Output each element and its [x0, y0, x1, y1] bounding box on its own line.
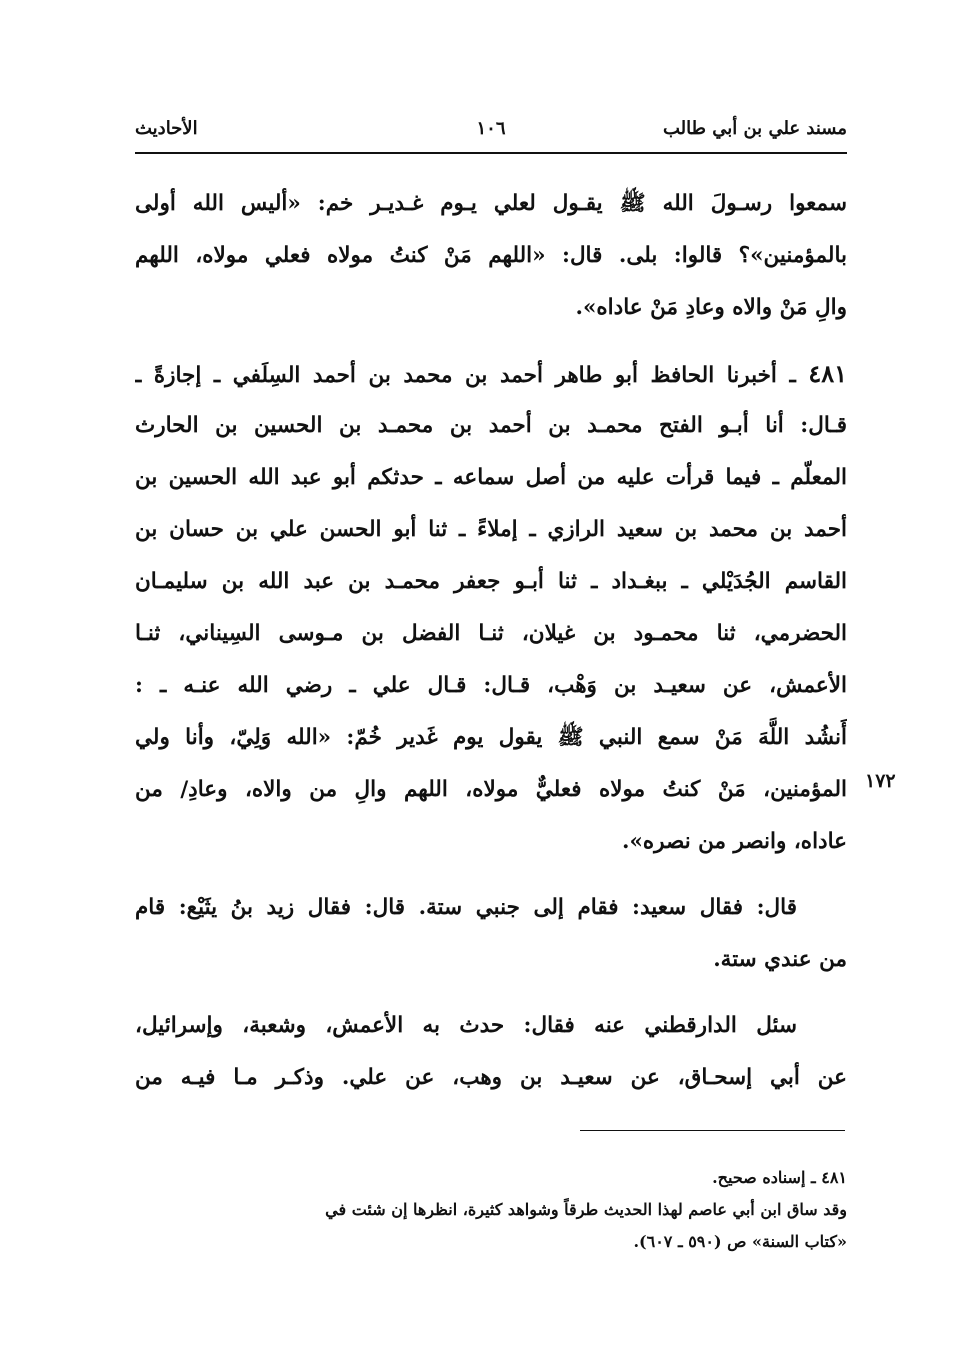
footnote-line: «كتاب السنة» ص (٥٩٠ ـ ٦٠٧).: [633, 1232, 847, 1251]
text-line: عن أبي إسحـاق، عن سعيـد بن وهب، عن علي. وذكـر مـا فيـه من: [135, 1065, 847, 1090]
paragraph-1: [135, 178, 847, 334]
text-line: عاداه، وانصر من نصره».: [622, 829, 847, 854]
footnote-line: وقد ساق ابن أبي عاصم لهذا الحديث طرقاً وشواهد كثيرة، انظرها إن شئت في: [325, 1200, 847, 1219]
text-line: قـال: أنا أبـو الفتح محمـد بن أحمد بن محمـد بن الحسين بن الحارث: [135, 413, 847, 438]
text-line: المعلّم ـ فيما قرأت عليه من أصل سماعه ـ حدثكم أبو عبد الله الحسين بن: [135, 465, 847, 490]
text-line: أحمد بن محمد بن سعيد الرازي ـ إملاءً ـ ثنا أبو الحسن علي بن حسان بن: [135, 517, 847, 542]
main-text: [135, 178, 847, 1118]
text-line: والِ مَنْ والاه وعادِ مَنْ عاداه».: [575, 295, 847, 320]
footnotes: [135, 1162, 847, 1258]
text-line: سئل الدارقطني عنه فقال: حدث به الأعمش، وشعبة، وإسرائيل،: [135, 1013, 797, 1038]
text-line: أَنشُد اللَّهَ مَنْ سمع النبي ﷺ يقول يوم غَدير خُمّ: «الله وَلِيّ، وأنا ولي: [135, 725, 847, 750]
section-title: الأحاديث: [135, 118, 198, 139]
text-line: قال: فقال سعيد: فقام إلى جنبي ستة. قال: فقال زيد بنُ يثَيْع: قام: [135, 895, 797, 920]
paragraph-hadith-481: [135, 348, 847, 868]
text-line: القاسم الجُدَيْلي ـ ببغـداد ـ ثنا أبـو جعفر محمـد بن عبد الله بن سليمـان: [135, 569, 847, 594]
text-line: من عندي ستة.: [713, 947, 847, 972]
header-rule: [135, 152, 847, 154]
text-line: [135, 348, 847, 400]
text-line: الأعمش، عن سعيـد بن وَهْب، قـال: قـال علي ـ رضي الله عنـه ـ :: [135, 673, 847, 698]
book-title: مسند علي بن أبي طالب: [662, 118, 847, 139]
paragraph-3: [135, 882, 847, 986]
text-line: بالمؤمنين»؟ قالوا: بلى. قال: «اللهم مَنْ كنتُ مولاه فعلي مولاه، اللهم: [135, 243, 847, 268]
hadith-number: ٤٨١: [808, 359, 847, 388]
running-header: [135, 118, 847, 150]
footnote-line: ٤٨١ ـ إسناده صحيح.: [712, 1168, 847, 1187]
page-number: ١٠٦: [476, 118, 506, 139]
footnote-rule: [580, 1130, 845, 1131]
text-line: الحضرمي، ثنا محمـود بن غيلان، ثنـا الفضل بن مـوسى السِيناني، ثنـا: [135, 621, 847, 646]
text-line: المؤمنين، مَنْ كنتُ مولاه فعليٌّ مولاه، اللهم والِ من والاه، وعادِ/ من: [135, 777, 847, 802]
manuscript-folio-note: ١٧٢: [865, 770, 896, 792]
text-line: سمعوا رسـولَ الله ﷺ يقـول لعلي يـوم غـديـر خم: «أليس الله أولى: [135, 191, 847, 216]
paragraph-4: [135, 1000, 847, 1104]
hadith-chain-start: ـ أخبرنا الحافظ أبو طاهر أحمد بن محمد بن أحمد السِلَفي ـ إجازةً ـ: [135, 363, 796, 388]
